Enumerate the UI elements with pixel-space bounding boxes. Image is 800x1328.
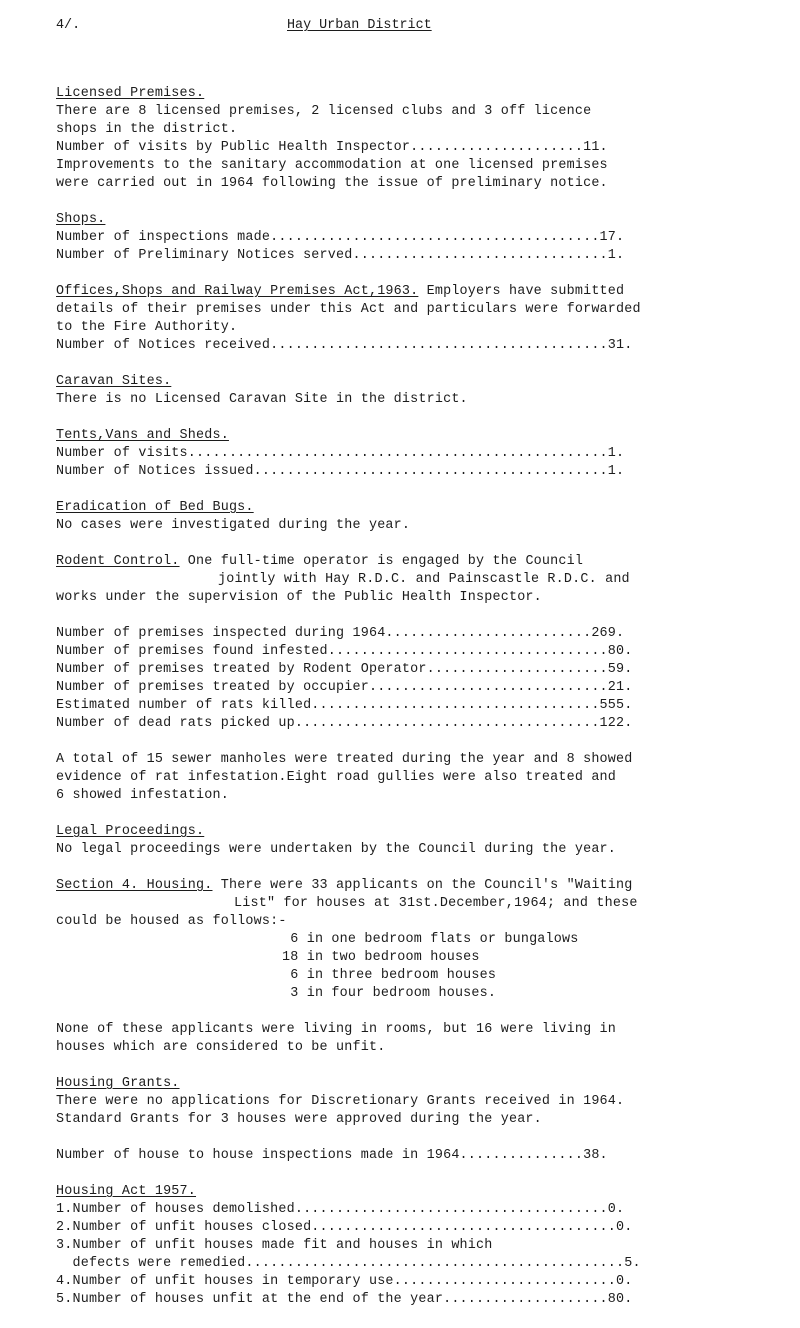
text-line: Number of house to house inspections made in 1964...............38. [56,1148,608,1163]
text-line: No cases were investigated during the year. [56,518,411,533]
section-heading-offices-line [56,284,624,300]
section-heading-rodent-line [56,554,583,570]
text-line: Number of Notices issued...........................................1. [56,464,625,479]
stat-line: Estimated number of rats killed...................................555. [56,698,633,713]
section-heading-housing-act: Housing Act 1957. [56,1184,197,1199]
text-line: could be housed as follows:- [56,914,287,929]
stat-line: Number of premises treated by occupier.............................21. [56,680,633,695]
text-fragment: There were 33 applicants on the Council's "Waiting [212,878,633,893]
list-item: defects were remedied..............................................5. [56,1256,641,1271]
section-heading-rodent-control: Rodent Control. [56,554,180,569]
text-line: Number of Preliminary Notices served...............................1. [56,248,625,263]
section-heading-licensed-premises: Licensed Premises. [56,86,205,101]
stat-line: Number of premises inspected during 1964.........................269. [56,626,625,641]
text-line: Standard Grants for 3 houses were approved during the year. [56,1112,542,1127]
text-line: Number of Notices received.........................................31. [56,338,633,353]
section-heading-legal: Legal Proceedings. [56,824,205,839]
text-line: shops in the district. [56,122,238,137]
stat-line: Number of premises treated by Rodent Operator......................59. [56,662,633,677]
section-heading-housing: Section 4. Housing. [56,878,213,893]
text-line: works under the supervision of the Public Health Inspector. [56,590,542,605]
text-line: A total of 15 sewer manholes were treated during the year and 8 showed [56,752,633,767]
section-heading-housing-grants: Housing Grants. [56,1076,180,1091]
text-line: There are 8 licensed premises, 2 licensed clubs and 3 off licence [56,104,592,119]
text-line: Number of visits by Public Health Inspector.....................11. [56,140,608,155]
page-title: Hay Urban District [287,18,432,33]
section-heading-shops: Shops. [56,212,106,227]
text-line: to the Fire Authority. [56,320,238,335]
section-heading-tents: Tents,Vans and Sheds. [56,428,229,443]
text-line: Number of visits...................................................1. [56,446,625,461]
text-line: houses which are considered to be unfit. [56,1040,386,1055]
text-line: Number of inspections made........................................17. [56,230,625,245]
text-line: There is no Licensed Caravan Site in the district. [56,392,468,407]
text-line: There were no applications for Discretionary Grants received in 1964. [56,1094,625,1109]
text-line: details of their premises under this Act and particulars were forwarded [56,302,641,317]
list-item: 5.Number of houses unfit at the end of the year....................80. [56,1292,633,1307]
list-item: 1.Number of houses demolished......................................0. [56,1202,625,1217]
text-fragment: One full-time operator is engaged by the Council [179,554,584,569]
text-line: were carried out in 1964 following the issue of preliminary notice. [56,176,608,191]
text-line: 6 showed infestation. [56,788,229,803]
list-item: 4.Number of unfit houses in temporary use...........................0. [56,1274,633,1289]
text-line: Improvements to the sanitary accommodation at one licensed premises [56,158,608,173]
text-line: evidence of rat infestation.Eight road gullies were also treated and [56,770,617,785]
list-item: 2.Number of unfit houses closed.....................................0. [56,1220,633,1235]
section-heading-offices: Offices,Shops and Railway Premises Act,1963. [56,284,419,299]
stat-line: Number of dead rats picked up.....................................122. [56,716,633,731]
text-line: None of these applicants were living in rooms, but 16 were living in [56,1022,617,1037]
section-heading-housing-line [56,878,633,894]
page-number: 4/. [56,18,81,33]
list-item: 3.Number of unfit houses made fit and houses in which [56,1238,493,1253]
breakdown-line: 6 in three bedroom houses [282,968,497,983]
breakdown-line: 3 in four bedroom houses. [282,986,497,1001]
stat-line: Number of premises found infested..................................80. [56,644,633,659]
section-heading-caravan-sites: Caravan Sites. [56,374,172,389]
section-heading-bed-bugs: Eradication of Bed Bugs. [56,500,254,515]
breakdown-line: 6 in one bedroom flats or bungalows [282,932,579,947]
breakdown-line: 18 in two bedroom houses [282,950,480,965]
text-line: List" for houses at 31st.December,1964; and these [234,896,638,911]
text-fragment: Employers have submitted [418,284,625,299]
text-line: jointly with Hay R.D.C. and Painscastle R.D.C. and [218,572,630,587]
text-line: No legal proceedings were undertaken by the Council during the year. [56,842,617,857]
